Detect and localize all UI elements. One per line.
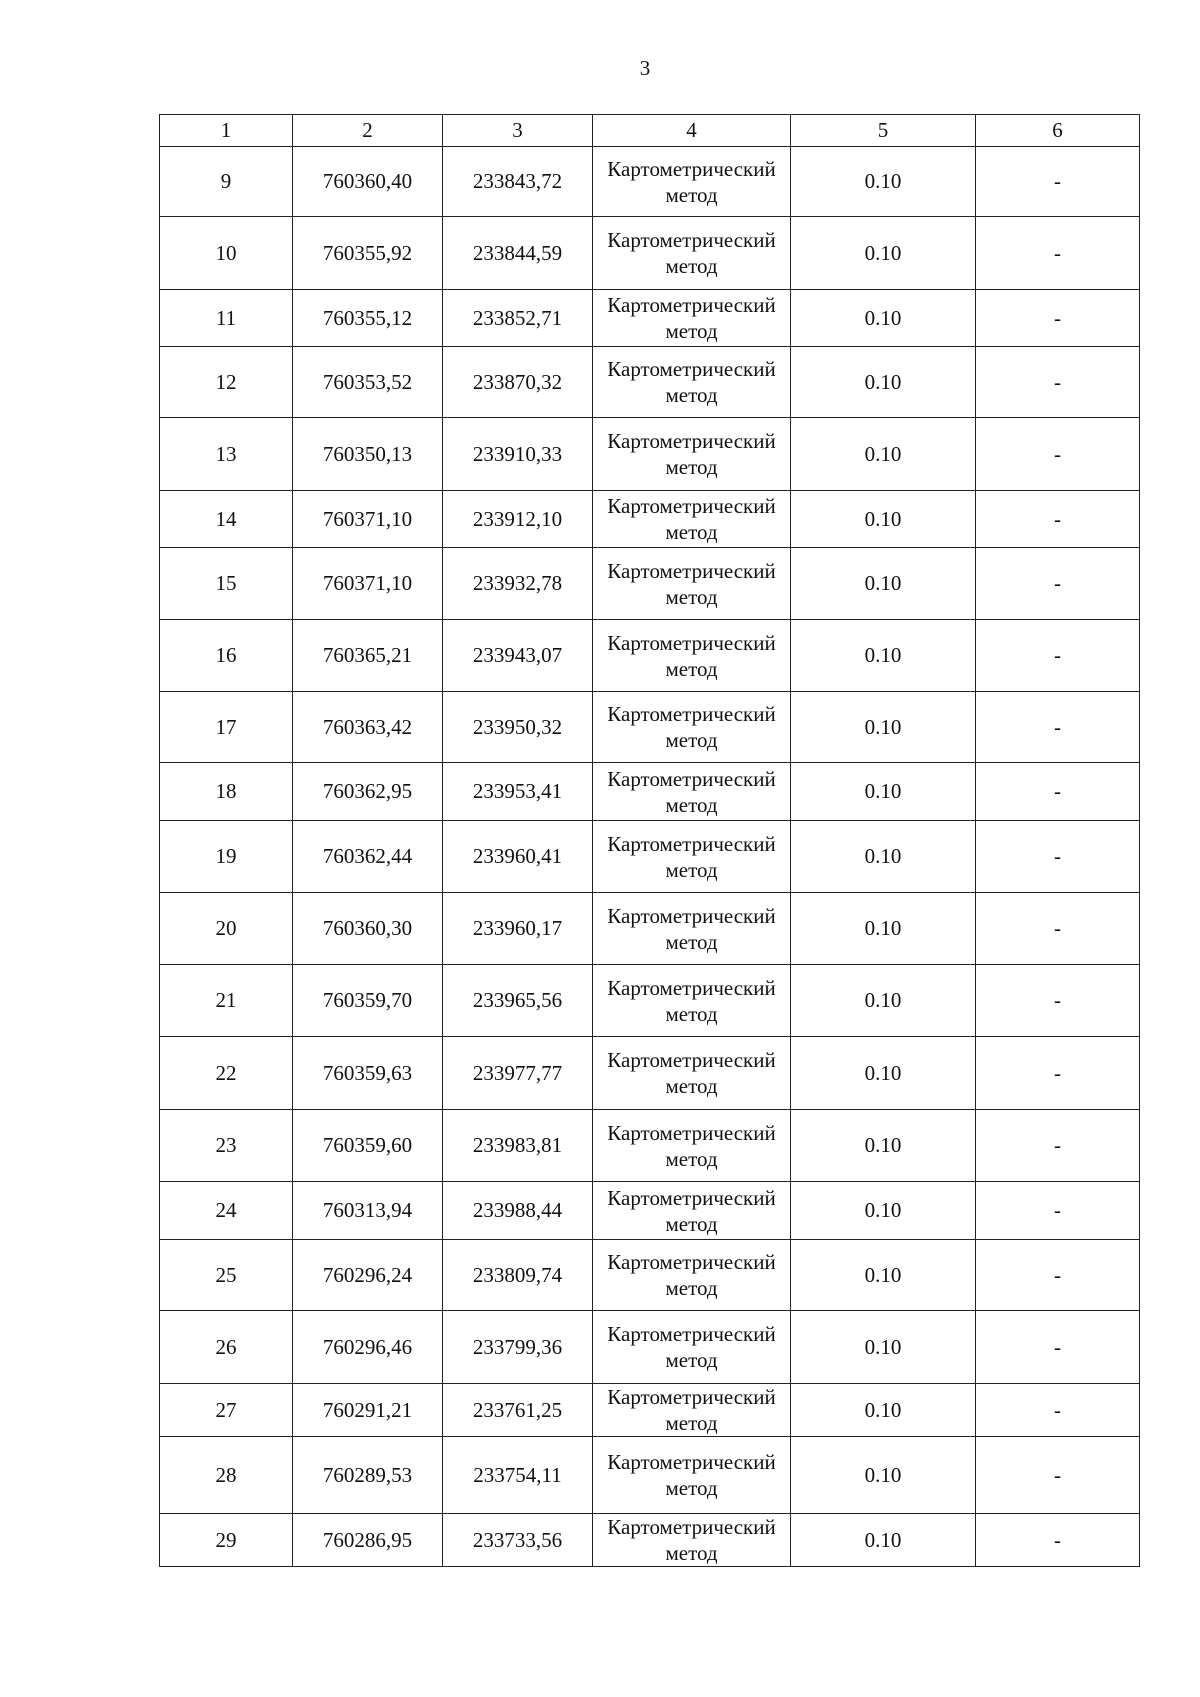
table-row	[160, 217, 1140, 290]
y-coordinate-cell: 233953,41	[443, 763, 593, 821]
accuracy-cell: 0.10	[791, 418, 976, 491]
note-cell: -	[976, 692, 1140, 763]
method-cell	[593, 1514, 791, 1567]
method-text: Картометрический	[607, 1515, 776, 1539]
method-cell	[593, 893, 791, 965]
method-text: Картометрический	[607, 975, 776, 1000]
table-row	[160, 548, 1140, 620]
x-coordinate-cell: 760362,44	[293, 821, 443, 893]
method-text: Картометрический	[607, 156, 776, 181]
method-text: Картометрический	[607, 494, 776, 518]
y-coordinate-cell: 233761,25	[443, 1384, 593, 1437]
method-text: метод	[665, 254, 718, 278]
method-text: Картометрический	[607, 831, 776, 856]
y-coordinate-cell: 233843,72	[443, 147, 593, 217]
method-text: Картометрический	[607, 702, 776, 726]
method-text: метод	[665, 1001, 718, 1026]
x-coordinate-cell: 760365,21	[293, 620, 443, 692]
y-coordinate-cell: 233983,81	[443, 1110, 593, 1182]
point-number-cell: 21	[160, 965, 293, 1037]
note-cell: -	[976, 1240, 1140, 1311]
method-text: Картометрический	[607, 558, 776, 583]
point-number-cell: 25	[160, 1240, 293, 1311]
accuracy-cell: 0.10	[791, 893, 976, 965]
x-coordinate-cell: 760360,30	[293, 893, 443, 965]
x-coordinate-cell: 760296,46	[293, 1311, 443, 1384]
note-cell: -	[976, 965, 1140, 1037]
column-header: 1	[160, 115, 293, 147]
table-row	[160, 965, 1140, 1037]
table-row	[160, 1037, 1140, 1110]
note-cell: -	[976, 1384, 1140, 1437]
method-cell	[593, 1240, 791, 1311]
header-row	[160, 115, 1140, 147]
x-coordinate-cell: 760360,40	[293, 147, 443, 217]
method-text: Картометрический	[607, 1385, 776, 1409]
accuracy-cell: 0.10	[791, 1182, 976, 1240]
point-number-cell: 11	[160, 290, 293, 347]
y-coordinate-cell: 233943,07	[443, 620, 593, 692]
method-text: Картометрический	[607, 903, 776, 928]
column-header: 6	[976, 115, 1140, 147]
table-row	[160, 763, 1140, 821]
accuracy-cell: 0.10	[791, 1514, 976, 1567]
accuracy-cell: 0.10	[791, 347, 976, 418]
method-text: Картометрический	[607, 429, 776, 453]
x-coordinate-cell: 760359,60	[293, 1110, 443, 1182]
point-number-cell: 20	[160, 893, 293, 965]
y-coordinate-cell: 233988,44	[443, 1182, 593, 1240]
point-number-cell: 14	[160, 491, 293, 548]
method-text: Картометрический	[607, 1048, 776, 1072]
table-row	[160, 491, 1140, 548]
method-text: Картометрический	[607, 1450, 776, 1474]
note-cell: -	[976, 290, 1140, 347]
table-row	[160, 821, 1140, 893]
method-text: Картометрический	[607, 357, 776, 381]
x-coordinate-cell: 760350,13	[293, 418, 443, 491]
x-coordinate-cell: 760355,92	[293, 217, 443, 290]
y-coordinate-cell: 233912,10	[443, 491, 593, 548]
note-cell: -	[976, 1037, 1140, 1110]
accuracy-cell: 0.10	[791, 965, 976, 1037]
method-text: Картометрический	[607, 1120, 776, 1145]
method-text: метод	[665, 584, 718, 609]
x-coordinate-cell: 760291,21	[293, 1384, 443, 1437]
point-number-cell: 24	[160, 1182, 293, 1240]
note-cell: -	[976, 418, 1140, 491]
method-text: Картометрический	[607, 293, 776, 317]
note-cell: -	[976, 1437, 1140, 1514]
accuracy-cell: 0.10	[791, 1037, 976, 1110]
x-coordinate-cell: 760359,70	[293, 965, 443, 1037]
method-cell	[593, 290, 791, 347]
column-header: 3	[443, 115, 593, 147]
method-text: метод	[665, 728, 718, 752]
point-number-cell: 26	[160, 1311, 293, 1384]
method-cell	[593, 763, 791, 821]
point-number-cell: 13	[160, 418, 293, 491]
accuracy-cell: 0.10	[791, 217, 976, 290]
note-cell: -	[976, 821, 1140, 893]
method-text: метод	[665, 1146, 718, 1171]
table-row	[160, 290, 1140, 347]
x-coordinate-cell: 760286,95	[293, 1514, 443, 1567]
column-header: 4	[593, 115, 791, 147]
method-cell	[593, 217, 791, 290]
note-cell: -	[976, 763, 1140, 821]
point-number-cell: 9	[160, 147, 293, 217]
note-cell: -	[976, 1514, 1140, 1567]
note-cell: -	[976, 217, 1140, 290]
method-text: Картометрический	[607, 1185, 776, 1210]
method-text: метод	[665, 792, 718, 817]
table-row	[160, 893, 1140, 965]
y-coordinate-cell: 233809,74	[443, 1240, 593, 1311]
y-coordinate-cell: 233799,36	[443, 1311, 593, 1384]
note-cell: -	[976, 1182, 1140, 1240]
x-coordinate-cell: 760296,24	[293, 1240, 443, 1311]
accuracy-cell: 0.10	[791, 1311, 976, 1384]
accuracy-cell: 0.10	[791, 692, 976, 763]
method-cell	[593, 491, 791, 548]
y-coordinate-cell: 233950,32	[443, 692, 593, 763]
method-cell	[593, 1037, 791, 1110]
method-text: метод	[665, 929, 718, 954]
accuracy-cell: 0.10	[791, 620, 976, 692]
method-text: метод	[665, 1476, 718, 1500]
method-cell	[593, 692, 791, 763]
note-cell: -	[976, 147, 1140, 217]
x-coordinate-cell: 760359,63	[293, 1037, 443, 1110]
y-coordinate-cell: 233910,33	[443, 418, 593, 491]
accuracy-cell: 0.10	[791, 491, 976, 548]
method-text: Картометрический	[607, 1322, 776, 1346]
y-coordinate-cell: 233977,77	[443, 1037, 593, 1110]
method-cell	[593, 965, 791, 1037]
x-coordinate-cell: 760363,42	[293, 692, 443, 763]
x-coordinate-cell: 760353,52	[293, 347, 443, 418]
note-cell: -	[976, 1311, 1140, 1384]
method-cell	[593, 1182, 791, 1240]
coordinates-table	[159, 114, 1140, 1567]
method-text: Картометрический	[607, 1250, 776, 1274]
note-cell: -	[976, 620, 1140, 692]
method-cell	[593, 620, 791, 692]
accuracy-cell: 0.10	[791, 1240, 976, 1311]
method-text: метод	[665, 1411, 718, 1435]
y-coordinate-cell: 233844,59	[443, 217, 593, 290]
method-text: метод	[665, 1276, 718, 1300]
table-row	[160, 347, 1140, 418]
table-row	[160, 620, 1140, 692]
table-row	[160, 1240, 1140, 1311]
point-number-cell: 29	[160, 1514, 293, 1567]
method-cell	[593, 147, 791, 217]
x-coordinate-cell: 760371,10	[293, 491, 443, 548]
table-row	[160, 1311, 1140, 1384]
note-cell: -	[976, 347, 1140, 418]
point-number-cell: 27	[160, 1384, 293, 1437]
point-number-cell: 15	[160, 548, 293, 620]
table-row	[160, 418, 1140, 491]
y-coordinate-cell: 233870,32	[443, 347, 593, 418]
note-cell: -	[976, 893, 1140, 965]
y-coordinate-cell: 233852,71	[443, 290, 593, 347]
method-text: метод	[665, 1211, 718, 1236]
method-text: метод	[665, 319, 718, 343]
accuracy-cell: 0.10	[791, 1110, 976, 1182]
method-text: метод	[665, 520, 718, 544]
method-text: метод	[665, 455, 718, 479]
note-cell: -	[976, 491, 1140, 548]
table-row	[160, 1514, 1140, 1567]
method-cell	[593, 418, 791, 491]
y-coordinate-cell: 233932,78	[443, 548, 593, 620]
column-header: 5	[791, 115, 976, 147]
x-coordinate-cell: 760313,94	[293, 1182, 443, 1240]
point-number-cell: 19	[160, 821, 293, 893]
x-coordinate-cell: 760371,10	[293, 548, 443, 620]
accuracy-cell: 0.10	[791, 147, 976, 217]
method-cell	[593, 1110, 791, 1182]
method-cell	[593, 1311, 791, 1384]
method-text: метод	[665, 1348, 718, 1372]
x-coordinate-cell: 760362,95	[293, 763, 443, 821]
point-number-cell: 28	[160, 1437, 293, 1514]
y-coordinate-cell: 233960,17	[443, 893, 593, 965]
accuracy-cell: 0.10	[791, 1384, 976, 1437]
table-row	[160, 1437, 1140, 1514]
method-cell	[593, 821, 791, 893]
method-cell	[593, 1437, 791, 1514]
table-row	[160, 1182, 1140, 1240]
method-cell	[593, 347, 791, 418]
method-text: метод	[665, 857, 718, 882]
table-row	[160, 1110, 1140, 1182]
note-cell: -	[976, 548, 1140, 620]
accuracy-cell: 0.10	[791, 1437, 976, 1514]
method-text: Картометрический	[607, 766, 776, 791]
x-coordinate-cell: 760355,12	[293, 290, 443, 347]
accuracy-cell: 0.10	[791, 290, 976, 347]
table-row	[160, 147, 1140, 217]
point-number-cell: 23	[160, 1110, 293, 1182]
table-row	[160, 1384, 1140, 1437]
note-cell: -	[976, 1110, 1140, 1182]
method-text: метод	[665, 1541, 718, 1565]
method-text: Картометрический	[607, 630, 776, 655]
x-coordinate-cell: 760289,53	[293, 1437, 443, 1514]
point-number-cell: 10	[160, 217, 293, 290]
y-coordinate-cell: 233960,41	[443, 821, 593, 893]
method-text: метод	[665, 656, 718, 681]
y-coordinate-cell: 233733,56	[443, 1514, 593, 1567]
point-number-cell: 22	[160, 1037, 293, 1110]
y-coordinate-cell: 233965,56	[443, 965, 593, 1037]
method-text: метод	[665, 182, 718, 207]
point-number-cell: 17	[160, 692, 293, 763]
method-text: метод	[665, 383, 718, 407]
method-cell	[593, 1384, 791, 1437]
point-number-cell: 16	[160, 620, 293, 692]
method-text: метод	[665, 1074, 718, 1098]
point-number-cell: 12	[160, 347, 293, 418]
accuracy-cell: 0.10	[791, 548, 976, 620]
method-text: Картометрический	[607, 228, 776, 252]
accuracy-cell: 0.10	[791, 763, 976, 821]
page-number: 3	[639, 56, 651, 80]
accuracy-cell: 0.10	[791, 821, 976, 893]
point-number-cell: 18	[160, 763, 293, 821]
method-cell	[593, 548, 791, 620]
y-coordinate-cell: 233754,11	[443, 1437, 593, 1514]
table-row	[160, 692, 1140, 763]
column-header: 2	[293, 115, 443, 147]
